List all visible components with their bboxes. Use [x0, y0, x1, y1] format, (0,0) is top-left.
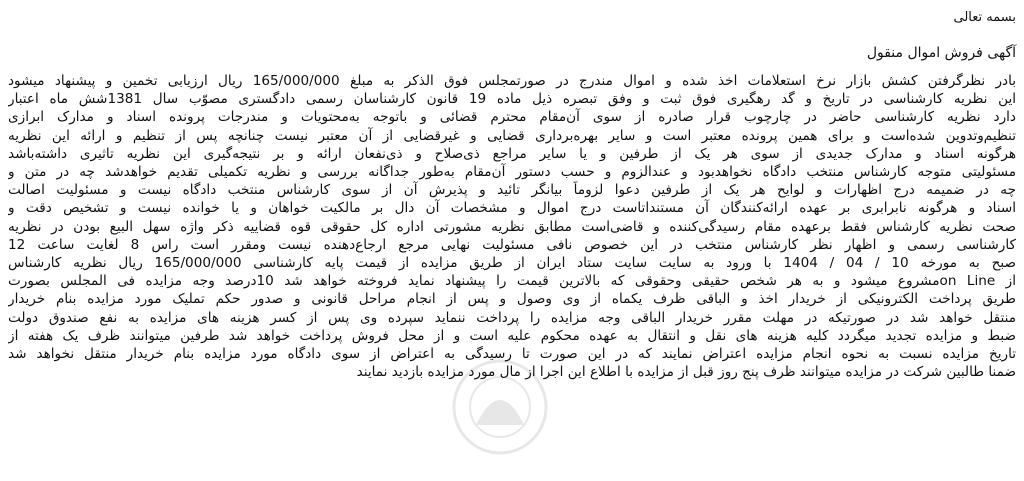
body-line: این نظریه کارشناسی در تاریخ و گد رهگیری فوق ثبت و وفق تبصره ذیل ماده 19 قانون کارشناسان رسمی دادگستری مصوّب سال 1381شش ماه اعتبار	[8, 91, 1016, 108]
notice-title: آگهی فروش اموال منقول	[866, 45, 1016, 61]
body-line: ضبط و مزایده تجدید میگردد کلیه هزینه های نقل و انتقال به عهده محکوم علیه است و از محل فروش پرداخت خواهد شد طرفین میتوانند ظرف یک هفته از	[8, 327, 1016, 344]
body-line: مسئولیتی متوجه کارشناس منتخب دادگاه نخواهدبود و عندالزوم و حسب دستور آن‌مقام به‌طور جداگانه بررسی و نظریه تکمیلی تقدیم خواهدشد چه در متن و	[8, 164, 1016, 181]
body-line: بادر نظرگرفتن کشش بازار نرخ استعلامات اخذ شده و اموال مندرج در صورتمجلس فوق الذکر به مبلغ 165/000/000 ریال ارزیابی تخمین و پیشنهاد میشود	[8, 73, 1016, 89]
body-line: تنظیم‌وتدوین شده‌است و برای همین پرونده معتبر است و سایر بهره‌برداری قضایی و غیرقضایی از آن معتبر نیست چنانچه پس از تنظیم و ارائه این نظریه	[8, 127, 1016, 144]
body-line: اسناد و هرگونه نابرابری بر عهده ارائه‌کنندگان آن مستنداتاست درج اموال و مشخصات آن دال بر مالکیت خواهان و یا خوانده نیست و تشخیص دقت و	[8, 200, 1016, 217]
body-line: چه در ضمیمه درج اظهارات و لوایح هر یک از طرفین دعوا لزوماً بیانگر تائید و پذیرش آن از سوی کارشناس منتخب دادگاه نیست و مسئولیت اصالت	[8, 182, 1016, 199]
body-line: از on Lineمشروع میشود و به هر شخص حقیقی وحقوقی که بالاترین قیمت را پیشنهاد نماید فروخته خواهد شد 10درصد وجه مزایده فی المجلس بصورت	[8, 273, 1016, 290]
body-line: هرگونه اسناد و مدارک جدیدی از سوی هر یک از طرفین و یا سایر مراجع ذی‌صلاح و ذی‌نفعان ارائه و بر نتیجه‌گیری این نظریه تاثیری داشته‌باشد	[8, 145, 1016, 162]
body-line: صبح به مورخه 10 / 04 / 1404 با ورود به سایت سایت ستاد ایران از طریق مزایده از قیمت پایه کارشناسی 165/000/000 ریال نظریه کارشناس	[8, 255, 1016, 272]
notice-body	[8, 72, 1016, 381]
body-line: تاریخ مزایده نسبت به نحوه انجام مزایده اعتراض نمایند که در این صورت تا رسیدگی به اعتراض از سوی دادگاه مورد مزایده بنام خریدار منتقل نخواهد شد	[8, 346, 1016, 363]
body-line: کارشناسی رسمی و اظهار نظر کارشناس منتخب در این خصوص نافی مسئولیت نهایی مرجع ارجاع‌دهنده نیست ومقرر است راس 8 لغایت ساعت 12	[8, 236, 1016, 253]
body-line: دارد نظریه کارشناسی حاضر در چارچوب قرار صادره از سوی آن‌مقام محترم قضائی و باتوجه به‌محتویات و مندرجات پرونده اسناد و مدارک ابرازی	[8, 109, 1016, 126]
body-line: ضمنا طالبین شرکت در مزایده میتوانند ظرف پنج روز قبل از مزایده با اطلاع این اجرا از مال مورد مزایده بازدید نمایند	[356, 364, 1016, 381]
body-line: صحت نظریه کارشناس فقط برعهده مقام رسیدگی‌کننده و قاضی‌است مطابق نظریه مشورتی اداره کل حقوقی قوه قضاییه ذکر واژه سهل البیع بودن در نظریه	[8, 218, 1016, 235]
body-line: طریق پرداخت الکترونیکی از خریدار اخذ و الباقی ظرف یکماه از وی وصول و پس از انجام مراحل قانونی و صدور حکم تملیک مورد مزایده بنام خریدار	[8, 291, 1016, 308]
body-line: منتقل خواهد شد در صورتیکه در مهلت مقرر خریدار الباقی وجه مزایده را پرداخت ننماید سپرده وی پس از کسر هزینه های مزایده به نفع صندوق دولت	[8, 309, 1016, 326]
bismillah-heading: بسمه تعالی	[953, 10, 1016, 25]
